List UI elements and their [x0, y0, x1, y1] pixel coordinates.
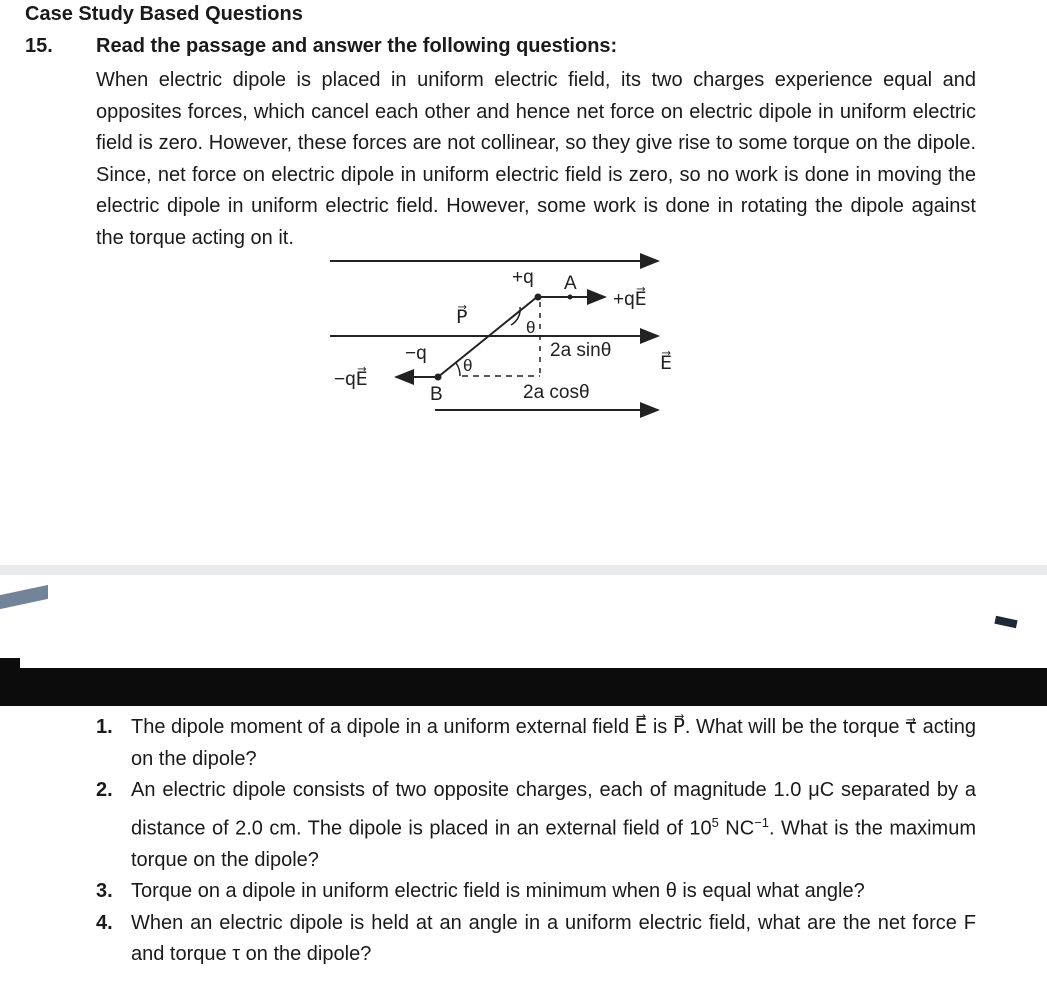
item-exponent-minus-1: −1: [754, 814, 770, 830]
item-text-after: . What is the maximum torque on the dipole?: [131, 817, 976, 871]
label-2a-sin: 2a sinθ: [550, 340, 612, 361]
angle-arc-bottom: [456, 363, 460, 376]
scan-smudge-right: [994, 616, 1017, 628]
item-number: 2.: [96, 779, 113, 801]
item-text: [131, 775, 976, 876]
sub-question-list: [96, 712, 976, 971]
scan-band-gray: [0, 565, 1047, 575]
label-dipole-p: P⃗: [456, 307, 468, 328]
question-heading: Read the passage and answer the following questions:: [96, 35, 618, 57]
label-minus-qE: −qE⃗: [334, 369, 368, 390]
item-number: 1.: [96, 716, 113, 738]
list-item: [96, 876, 976, 908]
force-start-dot: [568, 295, 573, 300]
item-number: 4.: [96, 911, 113, 934]
charge-minus-dot: [435, 374, 442, 381]
question-number: 15.: [25, 35, 53, 57]
label-point-a: A: [564, 273, 577, 294]
list-item: [96, 712, 976, 775]
label-minus-q: −q: [405, 343, 427, 364]
label-field-E: E⃗: [660, 353, 673, 374]
scan-smudge: [0, 585, 48, 609]
dipole-figure: [320, 245, 673, 425]
item-text-before: An electric dipole consists of two opposite charges, each of magnitude 1.0 μC separated by a distance of 2.0 cm. The dipole is placed in an external field of 10: [131, 779, 976, 840]
list-item: [96, 775, 976, 876]
item-text: When an electric dipole is held at an angle in a uniform electric field, what are the net force F and torque τ on the dipole?: [131, 911, 976, 966]
item-text: The dipole moment of a dipole in a uniform external field E⃗ is P⃗. What will be the torque τ⃗ acting on the dipole?: [131, 716, 976, 770]
label-2a-cos: 2a cosθ: [523, 382, 590, 403]
passage: When electric dipole is placed in uniform electric field, its two charges experience equal and opposites forces, which cancel each other and hence net force on electric dipole in uniform electric field is zero. However, these forces are not collinear, so they give rise to some torque on the dipole. Since, net force on electric dipole in uniform electric field is zero, so no work is done in moving the electric dipole in uniform electric field. However, some work is done in rotating the dipole against the torque acting on it.: [96, 69, 976, 249]
label-theta-top: θ: [526, 318, 536, 337]
item-text-unit: NC: [718, 817, 755, 840]
item-number: 3.: [96, 880, 113, 903]
label-theta-bottom: θ: [463, 356, 473, 375]
scan-band-black: [0, 668, 1047, 706]
charge-plus-dot: [535, 294, 542, 301]
section-title: Case Study Based Questions: [25, 3, 303, 25]
label-plus-q: +q: [512, 267, 534, 288]
list-item: [96, 908, 976, 971]
label-plus-qE: +qE⃗: [613, 289, 647, 310]
item-text: Torque on a dipole in uniform electric field is minimum when θ is equal what angle?: [131, 880, 865, 903]
label-point-b: B: [430, 384, 443, 405]
item-exponent-5: 5: [711, 814, 719, 830]
